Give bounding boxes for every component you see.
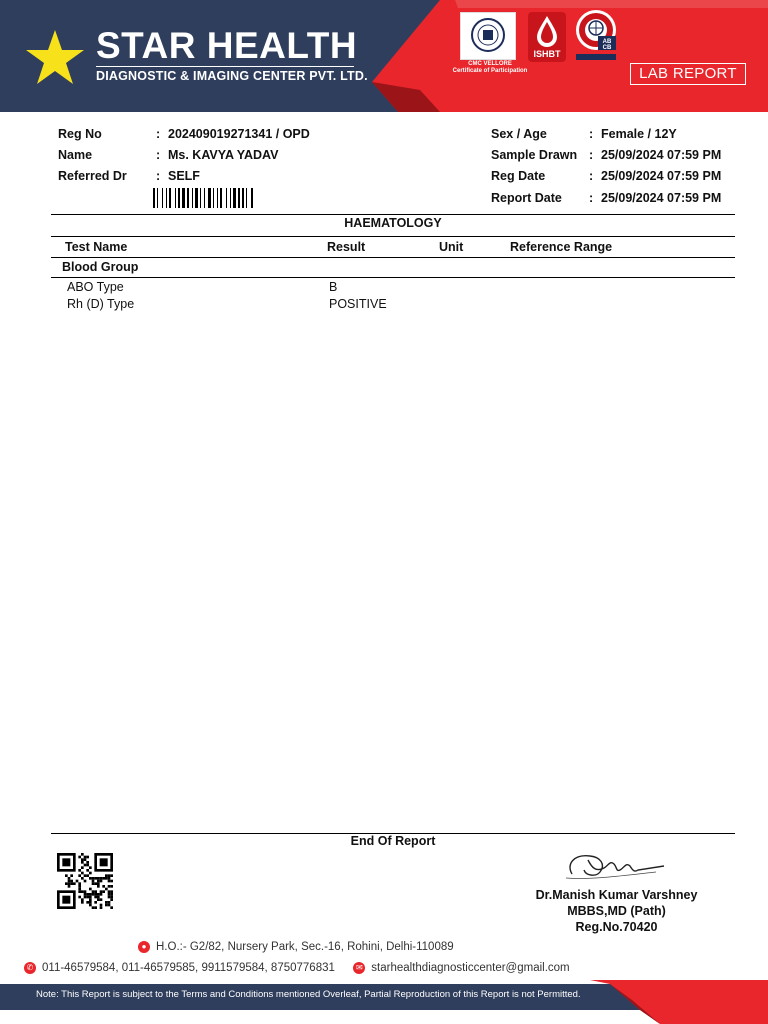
table-row-result: POSITIVE [329,297,387,311]
divider [51,257,735,258]
sex-age-label: Sex / Age [491,127,547,141]
doctor-reg-no: Reg.No.70420 [575,920,658,934]
brand-title: STAR HEALTH [96,25,358,66]
svg-text:CB: CB [602,45,612,51]
phone-numbers: 011-46579584, 011-46579585, 9911579584, 8750776831 [42,962,335,975]
doctor-signature [560,846,672,886]
cmc-vellore-logo [460,12,516,60]
group-heading: Blood Group [62,260,139,274]
cmc-caption: CMC VELLORE Certificate of Participation [452,61,528,74]
divider [51,277,735,278]
email-icon: ✉ [353,962,365,974]
patient-name: Ms. KAVYA YADAV [168,148,279,162]
col-test-name: Test Name [65,240,128,254]
referred-label: Referred Dr [58,169,127,183]
star-logo-icon [24,28,86,86]
col-unit: Unit [439,240,464,254]
sex-age-value: Female / 12Y [601,127,677,141]
referred-value: SELF [168,169,200,183]
col-reference-range: Reference Range [510,240,613,254]
abcb-accreditation-logo [574,8,618,62]
end-of-report: End Of Report [350,834,436,848]
svg-text:AB: AB [602,39,612,45]
reg-no-value: 202409019271341 / OPD [168,127,310,141]
reg-no-label: Reg No [58,127,102,141]
reg-date-value: 25/09/2024 07:59 PM [601,169,722,183]
doctor-name: Dr.Manish Kumar Varshney [535,888,698,902]
sample-drawn-label: Sample Drawn [491,148,578,162]
brand-subtitle: DIAGNOSTIC & IMAGING CENTER PVT. LTD. [96,66,354,83]
barcode [153,188,325,208]
address: ● H.O.:- G2/82, Nursery Park, Sec.-16, Rohini, Delhi-110089 [138,941,454,953]
table-row-test: Rh (D) Type [67,297,135,311]
name-label: Name [58,148,93,162]
report-date-label: Report Date [491,191,562,205]
email-address: starhealthdiagnosticcenter@gmail.com [371,962,570,975]
reg-date-label: Reg Date [491,169,546,183]
sample-drawn-value: 25/09/2024 07:59 PM [601,148,722,162]
report-header [0,0,768,112]
ishbt-logo: ISHBT [528,12,566,62]
table-row-result: B [329,280,338,294]
footer-bar [0,980,768,1024]
contact-line [24,962,570,974]
blood-drop-icon [528,12,566,48]
section-title: HAEMATOLOGY [344,216,442,230]
location-pin-icon: ● [138,941,150,953]
divider [51,236,735,237]
divider [51,214,735,215]
col-result: Result [327,240,366,254]
terms-note: Note: This Report is subject to the Terms and Conditions mentioned Overleaf, Partial Reproduction of this Report is not Permitted. [36,989,581,1000]
lab-report-label: LAB REPORT [630,63,746,85]
phone-icon: ✆ [24,962,36,974]
doctor-degree: MBBS,MD (Path) [567,904,666,918]
table-row-test: ABO Type [67,280,124,294]
report-date-value: 25/09/2024 07:59 PM [601,191,722,205]
qr-code [57,853,117,909]
